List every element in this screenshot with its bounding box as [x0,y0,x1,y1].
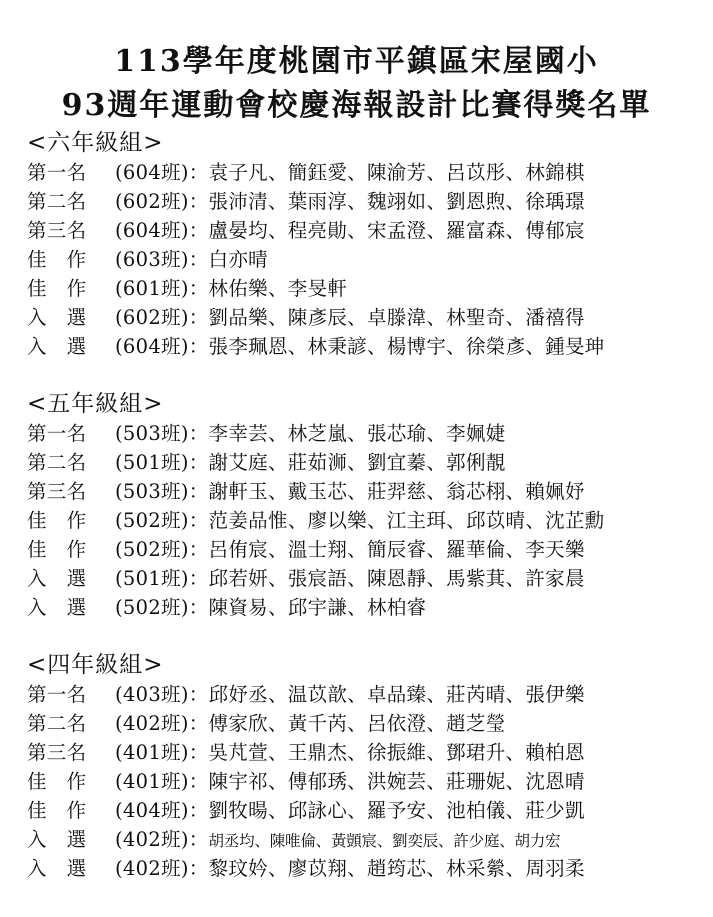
winner-names: 謝艾庭、莊茹浉、劉宜蓁、郭俐靚 [208,451,506,474]
award-row [27,245,701,274]
award-rank: 佳 作 [27,538,87,561]
award-rank: 入 選 [27,306,87,329]
award-rank: 第三名 [27,219,87,242]
winner-names: 陳宇祁、傅郁琇、洪婉芸、莊珊妮、沈恩晴 [208,770,585,793]
award-row [27,506,701,535]
class-number: (502班)： [115,509,209,532]
award-row [27,419,701,448]
award-row [27,738,701,767]
award-row [27,854,701,883]
winner-names: 黎玟妗、廖苡翔、趙筠芯、林采縈、周羽柔 [208,857,585,880]
winner-names: 李幸芸、林芝嵐、張芯瑜、李姵婕 [208,422,506,445]
award-row [27,767,701,796]
award-rank: 第二名 [27,190,87,213]
award-rank: 佳 作 [27,248,87,271]
winner-names: 傅家欣、黃千芮、呂依澄、趙芝瑩 [208,712,506,735]
winner-names: 謝軒玉、戴玉芯、莊羿慈、翁芯栩、賴姵妤 [208,480,585,503]
winner-names: 呂侑宸、溫士翔、簡辰睿、羅華倫、李天樂 [208,538,585,561]
award-row [27,274,701,303]
award-row [27,796,701,825]
award-rank: 第三名 [27,741,87,764]
class-number: (502班)： [115,538,209,561]
award-row [27,825,701,854]
award-row [27,709,701,738]
award-rank: 第三名 [27,480,87,503]
winner-names: 胡丞均、陳唯倫、黃顗宸、劉奕辰、許少庭、胡力宏 [208,832,561,850]
class-number: (503班)： [115,480,209,503]
award-rank: 佳 作 [27,770,87,793]
award-row [27,564,701,593]
class-number: (501班)： [115,451,209,474]
award-row [27,332,701,361]
winner-names: 林佑樂、李旻軒 [208,277,348,300]
class-number: (502班)： [115,596,209,619]
award-rank: 入 選 [27,567,87,590]
award-rank: 佳 作 [27,509,87,532]
award-row [27,187,701,216]
class-number: (402班)： [115,828,209,851]
section-header: <四年級組> [27,652,164,678]
class-number: (503班)： [115,422,209,445]
document-title-line1: 113學年度桃園市平鎮區宋屋國小 [114,44,599,79]
class-number: (501班)： [115,567,209,590]
class-number: (402班)： [115,857,209,880]
winner-names: 張李珮恩、林秉諺、楊博宇、徐榮彥、鍾旻珅 [208,335,605,358]
class-number: (602班)： [115,190,209,213]
document-title-line2: 93週年運動會校慶海報設計比賽得獎名單 [61,88,652,123]
award-rank: 第二名 [27,712,87,735]
award-rank: 入 選 [27,828,87,851]
class-number: (404班)： [115,799,209,822]
section-header: <五年級組> [27,391,164,417]
section-grade-4 [27,650,701,883]
award-row [27,448,701,477]
class-number: (403班)： [115,683,209,706]
sections-container [0,128,713,883]
award-row [27,216,701,245]
award-rank: 入 選 [27,335,87,358]
winner-names: 白亦晴 [208,248,268,271]
winner-names: 邱若妍、張宸語、陳恩靜、馬紫萁、許家晨 [208,567,585,590]
award-rank: 佳 作 [27,277,87,300]
class-number: (604班)： [115,219,209,242]
class-number: (603班)： [115,248,209,271]
class-number: (402班)： [115,712,209,735]
award-row [27,680,701,709]
winner-names: 范姜品惟、廖以樂、江主珥、邱苡晴、沈芷勳 [208,509,605,532]
award-row [27,303,701,332]
winner-names: 袁子凡、簡鈺愛、陳渝芳、呂苡彤、林錦棋 [208,161,585,184]
award-rank: 入 選 [27,857,87,880]
winner-names: 吳芃萱、王鼎杰、徐振維、鄧珺升、賴柏恩 [208,741,585,764]
class-number: (401班)： [115,770,209,793]
class-number: (601班)： [115,277,209,300]
award-rank: 第二名 [27,451,87,474]
class-number: (401班)： [115,741,209,764]
class-number: (604班)： [115,335,209,358]
winner-names: 劉品樂、陳彥辰、卓滕湋、林聖奇、潘禧得 [208,306,585,329]
class-number: (604班)： [115,161,209,184]
award-rank: 第一名 [27,161,87,184]
winner-names: 陳資易、邱宇謙、林柏睿 [208,596,427,619]
winner-names: 邱妤丞、温苡歆、卓品臻、莊芮晴、張伊樂 [208,683,585,706]
class-number: (602班)： [115,306,209,329]
award-rank: 第一名 [27,683,87,706]
award-row [27,535,701,564]
section-header: <六年級組> [27,130,164,156]
section-grade-5 [27,389,701,622]
award-rank: 第一名 [27,422,87,445]
winner-names: 劉牧暘、邱詠心、羅予安、池柏儀、莊少凱 [208,799,585,822]
award-row [27,477,701,506]
award-rank: 入 選 [27,596,87,619]
section-grade-6 [27,128,701,361]
award-row [27,158,701,187]
winner-names: 張沛清、葉雨淳、魏翊如、劉恩煦、徐瑀璟 [208,190,585,213]
award-rank: 佳 作 [27,799,87,822]
award-row [27,593,701,622]
winner-names: 盧晏均、程亮勛、宋孟澄、羅富森、傅郁宸 [208,219,585,242]
